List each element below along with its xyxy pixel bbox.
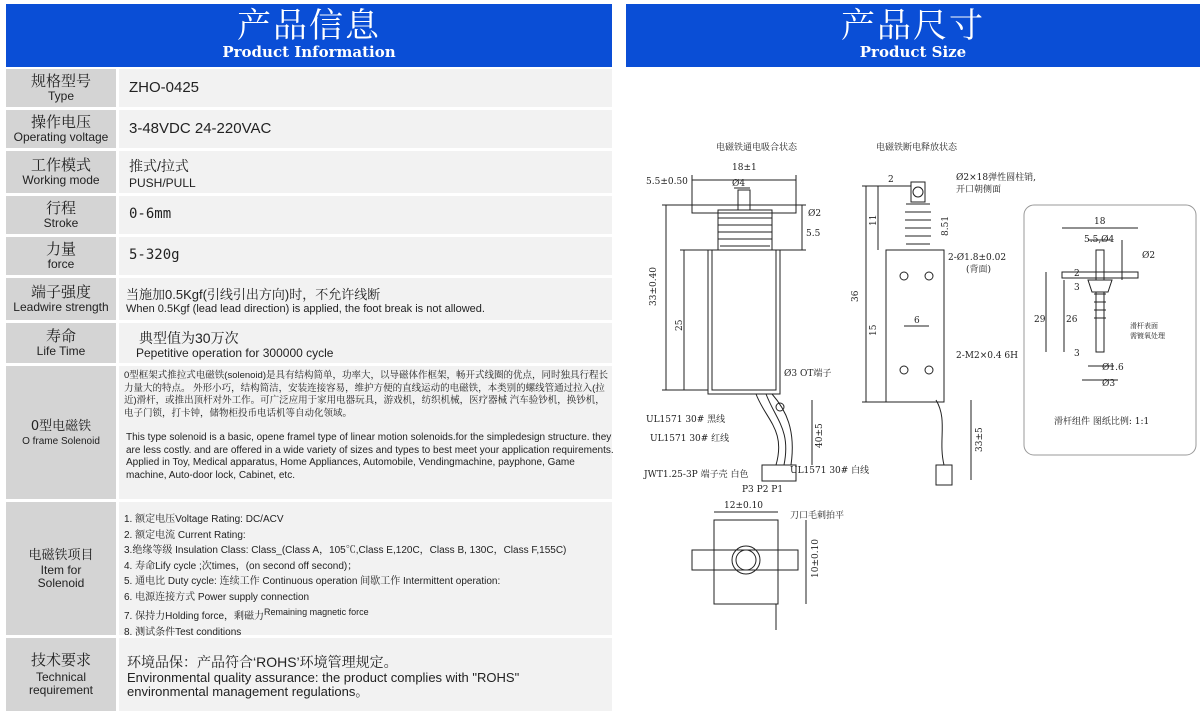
dim-label: 5.5 xyxy=(806,229,821,239)
spec-row-voltage xyxy=(6,110,612,148)
dim-label: 8.51 xyxy=(941,215,951,236)
plunger-note-2: 需镀氧处理 xyxy=(1130,332,1165,340)
product-size-banner xyxy=(626,4,1200,67)
spec-value xyxy=(119,323,612,363)
life-value-zh: 典型值为30万次 xyxy=(139,330,239,346)
label-en: Item for Solenoid xyxy=(37,563,85,590)
spec-value xyxy=(119,151,612,193)
dim-label: 2 xyxy=(1074,269,1080,279)
spec-label xyxy=(6,638,116,711)
list-item: 8. 测试条件Test conditions xyxy=(124,626,242,638)
dim-label: 5.5±0.50 xyxy=(646,177,688,187)
list-item-sup: Remaining magnetic force xyxy=(264,607,369,617)
label-zh: 规格型号 xyxy=(30,72,91,90)
label-en: Leadwire strength xyxy=(13,300,109,314)
dim-label: Ø1.6 xyxy=(1102,363,1124,373)
label-en: O frame Solenoid xyxy=(22,435,100,447)
spec-row-leadwire xyxy=(6,278,612,320)
label-en: force xyxy=(47,257,75,271)
oframe-desc-zh: 0型框架式推拉式电磁铁(solenoid)是具有结构简单，功率大，以导磁体作框架，畅开式线圈的优点，同时独具行程长力量大的特点。 外形小巧，结构简洁，安装连接容易，维护方便的直线运动的电磁铁，本类别的螺线管通过拉入(拉近)滑杆，或推出顶杆对外工作。可广泛应用于家用电器玩具，游戏机，纺织机械，医疗器械 汽车验钞机，换钞机，电子门锁，打卡钟，储物柜投币电话机等自动化领域。 xyxy=(124,370,609,419)
spec-row-type xyxy=(6,69,612,107)
label-en: Life Time xyxy=(36,344,86,358)
dim-label: 33±5 xyxy=(975,427,985,452)
force-value: 5-320g xyxy=(129,247,180,263)
label-zh: 电磁铁项目 xyxy=(28,548,94,563)
spec-row-items xyxy=(6,502,612,638)
oframe-desc-en: This type solenoid is a basic, opene framel type of linear motion solenoids.for the simpledesign structure. they are less costly. and are offered in a wide variety of sizes and types to best meet your application requirements. Applied in Toy, Medical apparatus, Home Appliances, Automobile, Vendingmachine, payphone, Game machine, Auto-door lock, Cabinet, etc. xyxy=(126,432,614,481)
pin-note: Ø2×18弹性圆柱销, xyxy=(956,173,1036,183)
dim-label: Ø2 xyxy=(808,209,822,219)
spec-row-life xyxy=(6,323,612,363)
label-zh: 工作模式 xyxy=(30,156,91,174)
plunger-title: 滑杆组件 图纸比例: 1:1 xyxy=(1054,417,1150,427)
connector-label: JWT1.25-3P 端子壳 白色 xyxy=(644,470,749,480)
mode-value-zh: 推式/拉式 xyxy=(129,158,189,174)
label-en: Stroke xyxy=(43,216,79,230)
dim-label: 5.5,Ø4 xyxy=(1084,235,1115,245)
spec-value xyxy=(119,638,612,711)
spec-value xyxy=(119,366,612,499)
dim-label: 18±1 xyxy=(732,163,757,173)
spec-label xyxy=(6,366,116,499)
wire-label-red: UL1571 30# 红线 xyxy=(650,434,730,444)
hole-note: 2-Ø1.8±0.02 xyxy=(948,253,1007,263)
banner-title-zh: 产品信息 xyxy=(237,6,381,46)
drawing-title-released: 电磁铁断电释放状态 xyxy=(876,143,958,153)
dim-label: 10±0.10 xyxy=(811,538,821,578)
dim-label: 12±0.10 xyxy=(724,501,764,511)
plunger-note: 滑杆表面 xyxy=(1130,322,1158,330)
tech-value-en: Environmental quality assurance: the product complies with "ROHS" environmental management regulations。 xyxy=(127,670,520,699)
label-en: Operating voltage xyxy=(13,130,109,144)
list-item: 1. 额定电压Voltage Rating: DC/ACV xyxy=(124,514,284,525)
product-information-banner xyxy=(6,4,612,67)
screw-note: 2-M2×0.4 6H xyxy=(956,351,1018,361)
spec-label xyxy=(6,196,116,234)
spec-row-tech xyxy=(6,638,612,711)
dim-label: 26 xyxy=(1066,315,1078,325)
type-value: ZHO-0425 xyxy=(129,79,200,96)
label-zh: 0型电磁铁 xyxy=(30,418,92,434)
technical-drawing-svg xyxy=(626,100,1200,711)
spec-label xyxy=(6,278,116,320)
dim-label: 3 xyxy=(1074,349,1080,359)
dim-label: 18 xyxy=(1094,217,1106,227)
spec-row-force xyxy=(6,237,612,275)
list-item: 5. 通电比 Duty cycle: 连续工作 Continuous operation 间歇工作 Intermittent operation: xyxy=(124,576,501,587)
label-en: Technical requirement xyxy=(28,670,94,697)
terminal-note: Ø3 OT端子 xyxy=(784,369,832,379)
dim-label: 11 xyxy=(869,214,879,226)
list-item-text: 7. 保持力Holding force，剩磁力 xyxy=(124,611,265,622)
bottom-view xyxy=(692,512,806,630)
dim-label: Ø4 xyxy=(732,179,746,189)
list-item: 6. 电源连接方式 Power supply connection xyxy=(124,591,310,603)
banner-title-en: Product Size xyxy=(859,43,967,61)
spec-value xyxy=(119,196,612,234)
spec-value xyxy=(119,502,612,638)
edge-note: 刀口毛刺拍平 xyxy=(790,511,845,521)
spec-label xyxy=(6,502,116,635)
dim-label: 33±0.40 xyxy=(649,266,659,306)
wire-label-black: UL1571 30# 黑线 xyxy=(646,415,726,425)
label-en: Type xyxy=(47,89,74,103)
drawing-title-energized: 电磁铁通电吸合状态 xyxy=(716,143,798,153)
dim-label: 25 xyxy=(675,319,685,331)
dim-label: 3 xyxy=(1074,283,1080,293)
dim-label: 2 xyxy=(888,175,894,185)
label-en: Working mode xyxy=(22,173,100,187)
dim-label: 6 xyxy=(914,316,920,326)
label-zh: 力量 xyxy=(45,240,76,258)
spec-label xyxy=(6,323,116,363)
mode-value-en: PUSH/PULL xyxy=(129,176,196,190)
spec-value xyxy=(119,237,612,275)
label-zh: 行程 xyxy=(45,199,76,217)
spec-row-oframe xyxy=(6,366,612,499)
label-zh: 寿命 xyxy=(45,327,76,345)
spec-label xyxy=(6,110,116,148)
spec-value xyxy=(119,278,612,320)
label-zh: 端子强度 xyxy=(30,283,91,301)
wire-label-white: UL1571 30# 白线 xyxy=(790,466,870,476)
banner-title-en: Product Information xyxy=(222,43,396,61)
dim-label: 36 xyxy=(851,290,861,302)
solenoid-item-list xyxy=(124,512,566,640)
list-item xyxy=(124,605,566,625)
leadwire-value-en: When 0.5Kgf (lead lead direction) is applied, the foot break is not allowed. xyxy=(126,303,485,315)
spec-row-mode xyxy=(6,151,612,193)
spec-label xyxy=(6,151,116,193)
hole-note-2: (背面) xyxy=(966,265,992,275)
dimension-drawing xyxy=(626,100,1200,711)
label-zh: 技术要求 xyxy=(30,651,91,669)
stroke-value: 0-6mm xyxy=(129,206,172,222)
spec-label xyxy=(6,69,116,107)
voltage-value: 3-48VDC 24-220VAC xyxy=(129,120,272,137)
dim-label: Ø3 xyxy=(1102,379,1116,389)
banner-title-zh: 产品尺寸 xyxy=(841,6,985,46)
spec-label xyxy=(6,237,116,275)
dim-label: Ø2 xyxy=(1142,251,1156,261)
spec-value xyxy=(119,69,612,107)
dim-label: 40±5 xyxy=(815,423,825,448)
tech-value-zh: 环境品保：产品符合‘ROHS’环境管理规定。 xyxy=(127,654,398,670)
life-value-en: Pepetitive operation for 300000 cycle xyxy=(136,346,334,360)
dim-label: 29 xyxy=(1034,315,1046,325)
list-item: 4. 寿命Lify cycle ;次times，(on second off second)； xyxy=(124,560,358,572)
spec-row-stroke xyxy=(6,196,612,234)
pin-label: P3 P2 P1 xyxy=(742,485,784,495)
list-item: 3.绝缘等级 Insulation Class: Class_(Class A，105℃,Class E,120C，Class B, 130C，Class F,155C) xyxy=(124,545,567,556)
leadwire-value-zh: 当施加0.5Kgf(引线引出方向)时，不允许线断 xyxy=(126,287,381,302)
spec-value xyxy=(119,110,612,148)
dim-label: 15 xyxy=(869,324,879,336)
list-item: 2. 额定电流 Current Rating: xyxy=(124,529,246,541)
pin-note-2: 开口朝侧面 xyxy=(956,185,1002,195)
label-zh: 操作电压 xyxy=(30,113,91,131)
